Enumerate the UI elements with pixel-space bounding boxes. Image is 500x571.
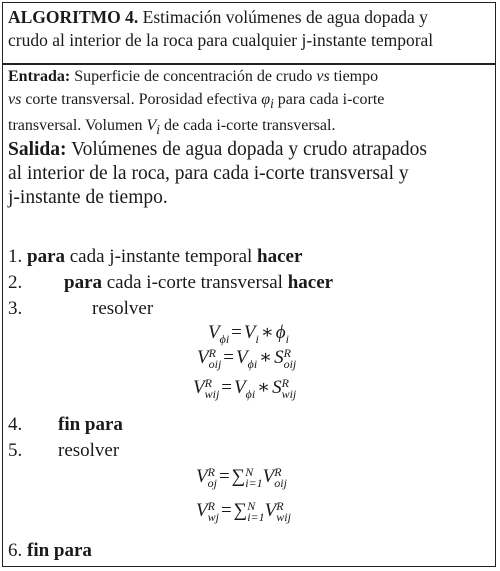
- algorithm-title-line1: Estimación volúmenes de agua dopada y: [142, 7, 428, 27]
- output-line3: j-instante de tiempo.: [8, 187, 168, 208]
- equation-v-phi: $V_{\phi i} = V_i$ ∗ $\phi_i$: [208, 322, 289, 346]
- phi-symbol: $\varphi_i$: [261, 90, 274, 111]
- input-description: [8, 66, 384, 142]
- equation-v-water: V R wij = $V_{\phi i}$ ∗ S R wij: [193, 375, 297, 401]
- step-4: 4. fin para: [8, 414, 123, 435]
- volume-symbol: $V_i$: [146, 117, 160, 138]
- output-label: Salida:: [8, 139, 67, 160]
- input-label: Entrada:: [8, 68, 71, 85]
- header-separator: [3, 63, 495, 65]
- input-line2: corte transversal. Porosidad efectiva: [25, 90, 258, 108]
- output-line2: al interior de la roca, para cada i-corte transversal y: [8, 163, 409, 184]
- algorithm-title-line2: crudo al interior de la roca para cualquier j-instante temporal: [8, 30, 434, 50]
- input-vs-2: vs: [8, 90, 22, 108]
- equation-v-oil: V R oij = $V_{\phi i}$ ∗ S R oij: [197, 345, 297, 371]
- step-2: 2. para cada i-corte transversal hacer: [8, 272, 334, 293]
- input-line2-end: para cada i-corte: [277, 90, 385, 108]
- input-vs: vs: [316, 68, 330, 85]
- step-6: 6. fin para: [8, 540, 92, 561]
- input-line3: transversal. Volumen: [8, 117, 143, 135]
- step-3: 3. resolver: [8, 298, 154, 319]
- step-1: 1. para cada j-instante temporal hacer: [8, 246, 303, 267]
- output-description: [8, 138, 427, 210]
- algorithm-label: ALGORITMO 4.: [8, 7, 139, 27]
- equation-sum-oil: V R oj = ∑ N i=1 V R oij: [196, 464, 287, 490]
- input-line1: Superficie de concentración de crudo: [74, 68, 313, 85]
- step-5: 5. resolver: [8, 440, 120, 461]
- algorithm-title: [8, 6, 433, 52]
- output-line1: Volúmenes de agua dopada y crudo atrapados: [71, 139, 428, 160]
- input-line3-end: de cada i-corte transversal.: [163, 117, 336, 135]
- input-line1-end: tiempo: [333, 68, 379, 85]
- equation-sum-water: V R wj = ∑ N i=1 V R wij: [196, 498, 291, 524]
